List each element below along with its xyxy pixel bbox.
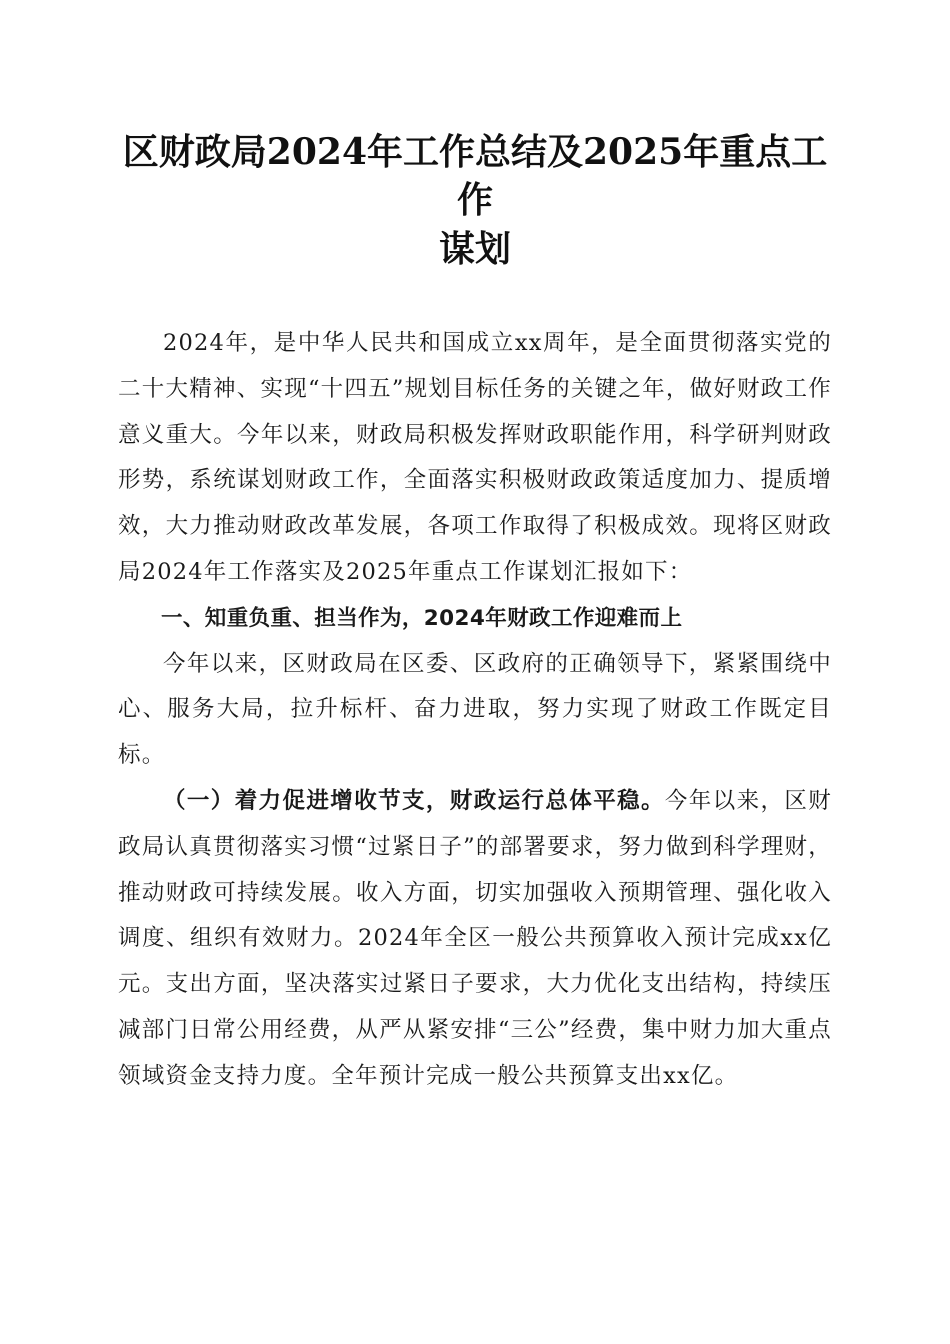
section-1-intro-paragraph: 今年以来，区财政局在区委、区政府的正确领导下，紧紧围绕中心、服务大局，拉升标杆、奋力进取，努力实现了财政工作既定目标。 xyxy=(118,650,832,769)
subsection-1-lead: （一）着力促进增收节支，财政运行总体平稳。 xyxy=(163,787,665,814)
subsection-1-paragraph xyxy=(118,779,832,1100)
subsection-1-text: 今年以来，区财政局认真贯彻落实习惯“过紧日子”的部署要求，努力做到科学理财，推动财政可持续发展。收入方面，切实加强收入预期管理、强化收入调度、组织有效财力。2024年全区一般公共预算收入预计完成xx亿元。支出方面，坚决落实过紧日子要求，大力优化支出结构，持续压减部门日常公用经费，从严从紧安排“三公”经费，集中财力加大重点领域资金支持力度。全年预计完成一般公共预算支出xx亿。 xyxy=(118,787,833,1089)
document-title xyxy=(118,128,832,273)
intro-paragraph: 2024年，是中华人民共和国成立xx周年，是全面贯彻落实党的二十大精神、实现“十四五”规划目标任务的关键之年，做好财政工作意义重大。今年以来，财政局积极发挥财政职能作用，科学研判财政形势，系统谋划财政工作，全面落实积极财政政策适度加力、提质增效，大力推动财政改革发展，各项工作取得了积极成效。现将区财政局2024年工作落实及2025年重点工作谋划汇报如下： xyxy=(118,330,832,585)
title-line-2: 谋划 xyxy=(438,228,511,270)
document-body xyxy=(118,321,832,1100)
document-page xyxy=(118,128,832,1100)
title-line-1: 区财政局2024年工作总结及2025年重点工作 xyxy=(122,131,828,221)
section-1-heading: 一、知重负重、担当作为，2024年财政工作迎难而上 xyxy=(161,605,683,631)
